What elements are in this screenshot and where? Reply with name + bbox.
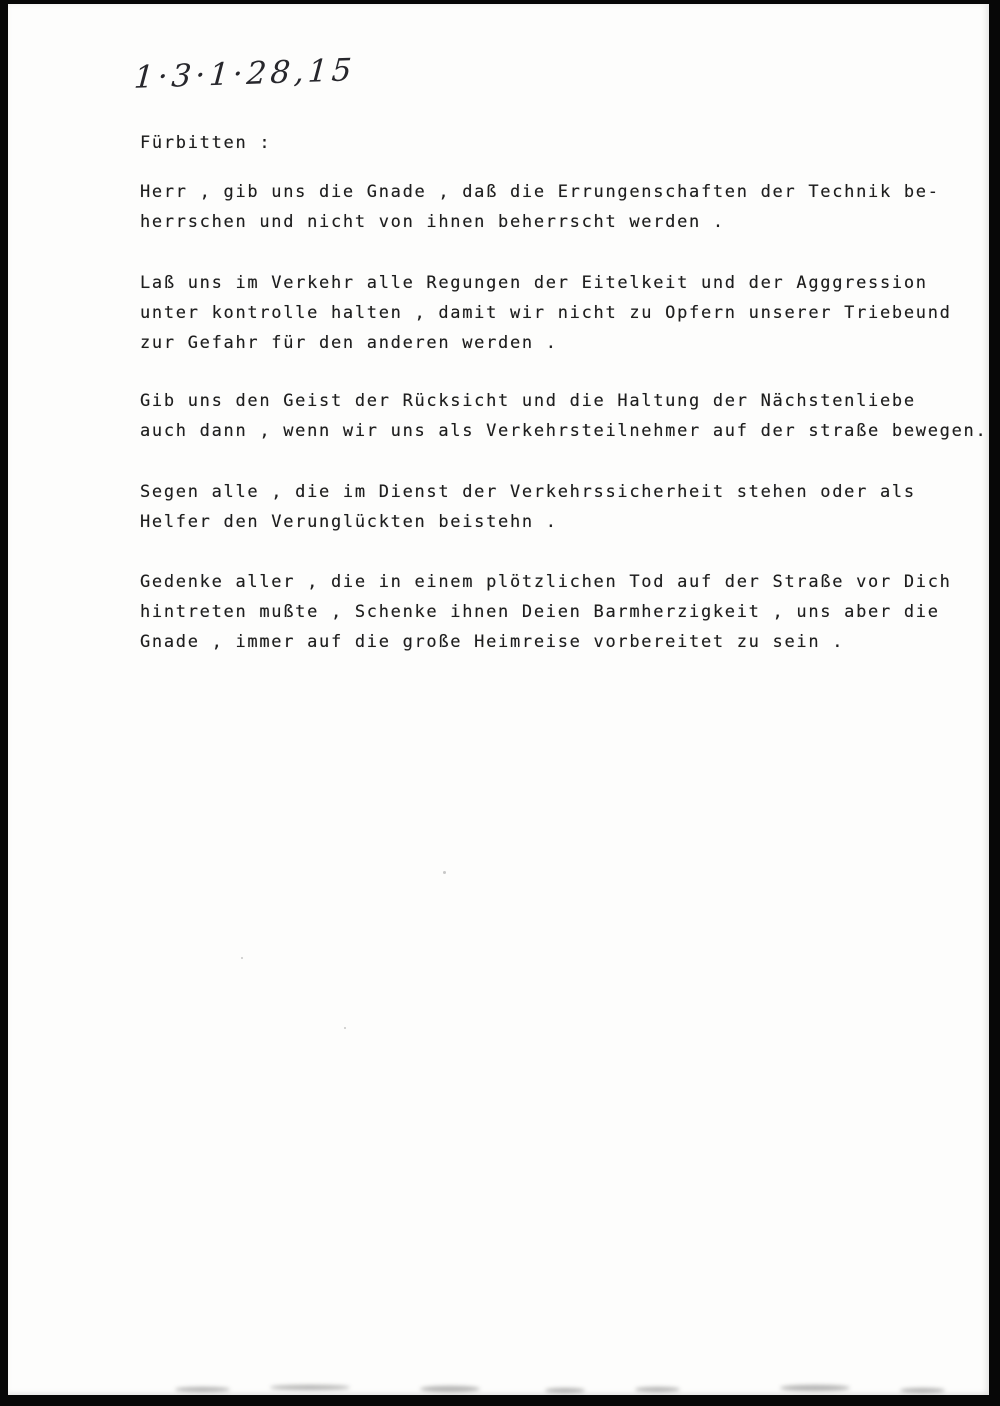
text-line: Gedenke aller , die in einem plötzlichen Tod auf der Straße vor Dich: [140, 572, 952, 592]
scan-smudge: [635, 1387, 680, 1392]
text-line: herrschen und nicht von ihnen beherrscht werden .: [140, 212, 725, 232]
handwritten-reference-number: 1·3·1·28,15: [132, 52, 357, 96]
scan-speck: [443, 871, 446, 874]
paragraph-3: [140, 386, 987, 446]
scan-speck: [241, 957, 243, 959]
text-line: unter kontrolle halten , damit wir nicht zu Opfern unserer Triebeund: [140, 303, 952, 323]
document-page: [8, 4, 989, 1395]
text-line: Gnade , immer auf die große Heimreise vorbereitet zu sein .: [140, 632, 845, 652]
scan-smudge: [420, 1386, 480, 1392]
scan-smudge: [270, 1385, 350, 1390]
scan-smudge: [175, 1387, 230, 1392]
text-line: Laß uns im Verkehr alle Regungen der Eitelkeit und der Agggression: [140, 273, 928, 293]
scan-smudge: [545, 1388, 585, 1393]
text-line: auch dann , wenn wir uns als Verkehrsteilnehmer auf der straße bewegen.: [140, 421, 988, 441]
text-line: hintreten mußte , Schenke ihnen Deien Barmherzigkeit , uns aber die: [140, 602, 940, 622]
text-line: Herr , gib uns die Gnade , daß die Errungenschaften der Technik be-: [140, 182, 940, 202]
paragraph-1: [140, 177, 940, 237]
text-line: zur Gefahr für den anderen werden .: [140, 333, 558, 353]
scan-speck: [344, 1027, 346, 1029]
paragraph-4: [140, 477, 916, 537]
scan-smudge: [780, 1385, 850, 1391]
text-line: Gib uns den Geist der Rücksicht und die Haltung der Nächstenliebe: [140, 391, 916, 411]
scan-smudge: [900, 1388, 945, 1393]
text-line: Segen alle , die im Dienst der Verkehrssicherheit stehen oder als: [140, 482, 916, 502]
paragraph-5: [140, 567, 952, 657]
paragraph-2: [140, 268, 952, 358]
document-title: Fürbitten :: [140, 133, 272, 153]
text-line: Helfer den Verunglückten beistehn .: [140, 512, 558, 532]
